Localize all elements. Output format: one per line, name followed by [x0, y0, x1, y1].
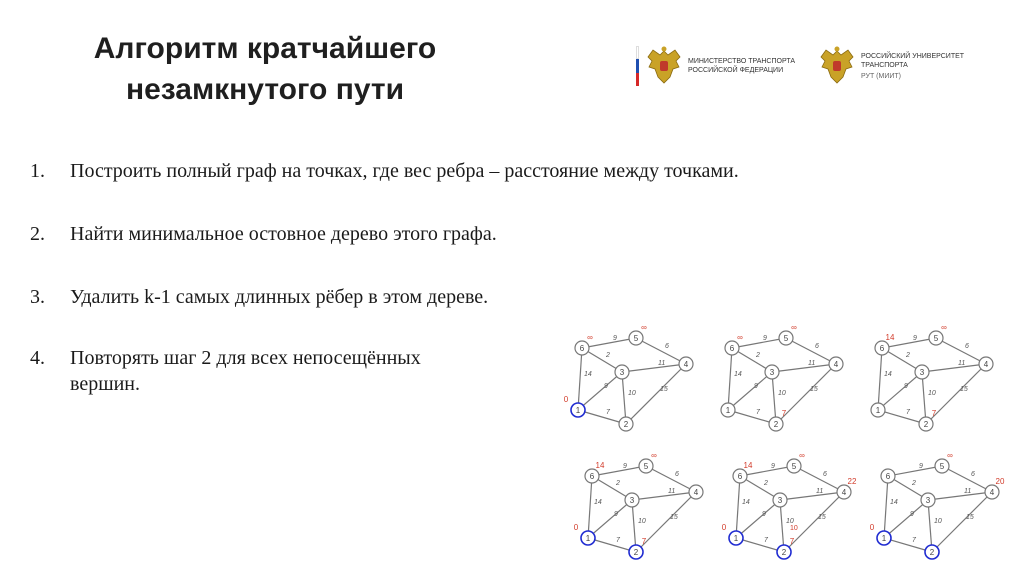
university-abbreviation: РУТ (МИИТ)	[861, 72, 902, 80]
node-number: 5	[783, 334, 789, 343]
edge-weight: 6	[971, 471, 975, 478]
node-distance-label: 0	[869, 523, 875, 532]
graph-edge	[632, 500, 636, 552]
edge-weight: 2	[906, 352, 910, 359]
edge-weight: 7	[906, 409, 910, 416]
edge-weight: 14	[742, 499, 750, 506]
node-number: 3	[619, 368, 625, 377]
node-number: 2	[773, 420, 779, 429]
node-distance-label: ∞	[941, 323, 947, 332]
graph-panel-2	[710, 320, 868, 444]
node-number: 3	[925, 496, 931, 505]
edge-weight: 11	[958, 360, 966, 367]
step-4	[30, 345, 421, 397]
graph-edge	[578, 348, 582, 410]
node-distance-label: ∞	[799, 451, 805, 460]
node-number: 2	[929, 548, 935, 557]
university-emblem-icon	[818, 45, 856, 87]
graph-edge	[878, 348, 882, 410]
node-distance-label: 22	[847, 477, 857, 486]
edge-update-label: 10	[790, 525, 798, 532]
node-distance-label: ∞	[651, 451, 657, 460]
graph-edge	[928, 500, 932, 552]
edge-weight: 14	[884, 371, 892, 378]
edge-weight: 7	[764, 537, 768, 544]
graph-panel-6	[866, 448, 1024, 572]
node-distance-label: ∞	[737, 333, 743, 342]
node-number: 2	[923, 420, 929, 429]
step-number: 4.	[30, 347, 45, 369]
university-name-line-2: ТРАНСПОРТА	[861, 61, 908, 69]
node-number: 4	[693, 488, 699, 497]
node-distance-label: 14	[743, 461, 753, 470]
edge-weight: 10	[934, 518, 942, 525]
node-number: 2	[623, 420, 629, 429]
graph-edge	[622, 364, 686, 372]
graph-edge	[928, 492, 992, 500]
step-1	[30, 158, 739, 184]
graph-panel-3	[860, 320, 1018, 444]
graph-edge	[922, 372, 926, 424]
edge-weight: 15	[818, 514, 826, 521]
edge-weight: 15	[966, 514, 974, 521]
slide-title	[40, 28, 490, 110]
node-distance-label: 14	[885, 333, 895, 342]
node-number: 5	[933, 334, 939, 343]
step-text-line-2: вершин.	[70, 373, 141, 395]
node-number: 3	[777, 496, 783, 505]
edge-weight: 6	[823, 471, 827, 478]
node-number: 5	[791, 462, 797, 471]
edge-weight: 7	[606, 409, 610, 416]
edge-weight: 11	[668, 488, 676, 495]
edge-weight: 11	[658, 360, 666, 367]
node-number: 6	[579, 344, 585, 353]
edge-weight: 15	[960, 386, 968, 393]
graph-panel-4	[570, 448, 728, 572]
step-number: 1.	[30, 160, 45, 182]
node-distance-label: ∞	[947, 451, 953, 460]
node-number: 3	[629, 496, 635, 505]
graph-edge	[772, 372, 776, 424]
node-number: 1	[575, 406, 581, 415]
node-distance-label: 7	[789, 537, 795, 546]
graph-edge	[888, 466, 942, 476]
graph-edge	[780, 492, 844, 500]
node-number: 6	[729, 344, 735, 353]
node-number: 6	[885, 472, 891, 481]
edge-weight: 14	[890, 499, 898, 506]
edge-weight: 6	[665, 343, 669, 350]
node-distance-label: 20	[995, 477, 1005, 486]
graph-edge	[884, 476, 888, 538]
edge-weight: 7	[616, 537, 620, 544]
node-distance-label: 7	[931, 409, 937, 418]
edge-weight: 2	[606, 352, 610, 359]
edge-weight: 6	[965, 343, 969, 350]
graph-edge	[772, 364, 836, 372]
edge-weight: 9	[762, 511, 766, 518]
edge-weight: 7	[756, 409, 760, 416]
edge-weight: 9	[623, 463, 627, 470]
edge-weight: 15	[670, 514, 678, 521]
node-number: 1	[875, 406, 881, 415]
node-number: 5	[633, 334, 639, 343]
graph-edge	[728, 348, 732, 410]
edge-weight: 14	[734, 371, 742, 378]
edge-weight: 11	[816, 488, 824, 495]
edge-weight: 11	[964, 488, 972, 495]
dijkstra-graph-figures	[560, 320, 1024, 574]
node-distance-label: 7	[781, 409, 787, 418]
edge-weight: 10	[778, 390, 786, 397]
graph-edge	[922, 364, 986, 372]
node-distance-label: 14	[595, 461, 605, 470]
edge-weight: 10	[928, 390, 936, 397]
double-eagle-emblem-icon	[645, 45, 683, 87]
step-number: 2.	[30, 223, 45, 245]
edge-weight: 7	[912, 537, 916, 544]
graph-edge	[632, 492, 696, 500]
edge-weight: 6	[815, 343, 819, 350]
edge-weight: 9	[919, 463, 923, 470]
node-number: 4	[841, 488, 847, 497]
node-distance-label: ∞	[587, 333, 593, 342]
title-line-2: незамкнутого пути	[125, 73, 405, 106]
node-number: 2	[781, 548, 787, 557]
node-number: 4	[683, 360, 689, 369]
edge-weight: 9	[614, 511, 618, 518]
node-number: 4	[983, 360, 989, 369]
edge-weight: 10	[638, 518, 646, 525]
step-2	[30, 221, 497, 247]
node-distance-label: ∞	[641, 323, 647, 332]
edge-weight: 10	[786, 518, 794, 525]
edge-weight: 9	[910, 511, 914, 518]
graph-edge	[736, 476, 740, 538]
edge-weight: 6	[675, 471, 679, 478]
ministry-name-line-1: МИНИСТЕРСТВО ТРАНСПОРТА	[688, 58, 796, 65]
edge-weight: 9	[771, 463, 775, 470]
russian-flag-icon	[636, 46, 639, 86]
node-distance-label: ∞	[791, 323, 797, 332]
node-distance-label: 0	[563, 395, 569, 404]
node-distance-label: 7	[641, 537, 647, 546]
node-number: 1	[725, 406, 731, 415]
university-logo	[818, 44, 964, 88]
node-number: 3	[769, 368, 775, 377]
graph-panel-5	[718, 448, 876, 572]
node-distance-label: 0	[721, 523, 727, 532]
edge-weight: 9	[613, 335, 617, 342]
graph-edge	[780, 500, 784, 552]
title-line-1: Алгоритм кратчайшего	[93, 32, 437, 65]
node-number: 6	[737, 472, 743, 481]
edge-weight: 9	[904, 383, 908, 390]
node-number: 1	[733, 534, 739, 543]
node-number: 6	[589, 472, 595, 481]
step-number: 3.	[30, 286, 45, 308]
node-number: 4	[989, 488, 995, 497]
node-number: 1	[881, 534, 887, 543]
edge-weight: 15	[810, 386, 818, 393]
edge-weight: 9	[754, 383, 758, 390]
edge-weight: 9	[763, 335, 767, 342]
edge-weight: 2	[756, 352, 760, 359]
step-3	[30, 284, 488, 310]
node-number: 2	[633, 548, 639, 557]
edge-weight: 14	[594, 499, 602, 506]
node-distance-label: 0	[573, 523, 579, 532]
node-number: 3	[919, 368, 925, 377]
node-number: 4	[833, 360, 839, 369]
edge-weight: 2	[616, 480, 620, 487]
node-number: 5	[643, 462, 649, 471]
step-text: Удалить k-1 самых длинных рёбер в этом дереве.	[70, 286, 489, 308]
step-text: Построить полный граф на точках, где вес ребра – расстояние между точками.	[70, 160, 739, 182]
ministry-logo	[636, 44, 795, 88]
step-text-line-1: Повторять шаг 2 для всех непосещённых	[70, 347, 421, 369]
node-number: 1	[585, 534, 591, 543]
ministry-name-line-2: РОССИЙСКОЙ ФЕДЕРАЦИИ	[688, 67, 784, 74]
edge-weight: 14	[584, 371, 592, 378]
step-text: Найти минимальное остовное дерево этого графа.	[70, 223, 497, 245]
edge-weight: 11	[808, 360, 816, 367]
edge-weight: 9	[604, 383, 608, 390]
edge-weight: 9	[913, 335, 917, 342]
edge-weight: 2	[764, 480, 768, 487]
university-name-line-1: РОССИЙСКИЙ УНИВЕРСИТЕТ	[861, 52, 965, 60]
node-number: 5	[939, 462, 945, 471]
node-number: 6	[879, 344, 885, 353]
graph-panel-1	[560, 320, 718, 444]
graph-edge	[622, 372, 626, 424]
edge-weight: 10	[628, 390, 636, 397]
edge-weight: 15	[660, 386, 668, 393]
graph-edge	[588, 476, 592, 538]
edge-weight: 2	[912, 480, 916, 487]
